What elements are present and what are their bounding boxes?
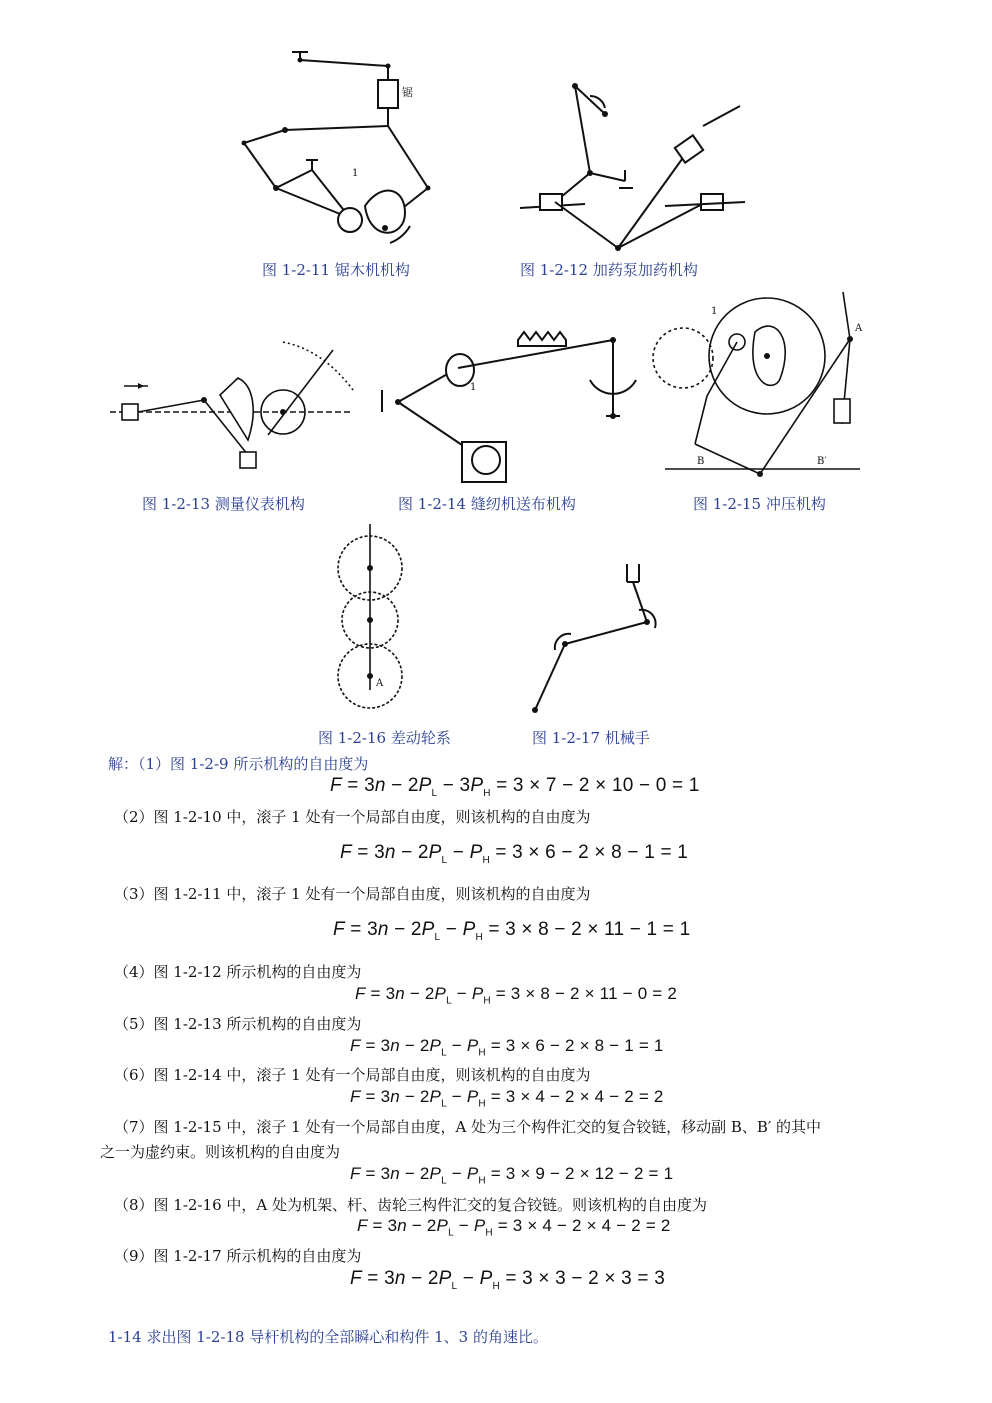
solution-item-2: （2）图 1-2-10 中，滚子 1 处有一个局部自由度，则该机构的自由度为	[114, 808, 591, 826]
formula-3-rhs: = 3 × 8 − 2 × 11 − 1 = 1	[488, 919, 691, 940]
roller-label: 1	[470, 382, 477, 393]
formula-9: $F = 3n - 2P_L - P_H = 3 \times 3 - 2 \times 3 = 3$	[350, 1268, 665, 1292]
caption-1-2-14: 图 1-2-14 缝纫机送布机构	[398, 495, 576, 513]
press-mechanism-diagram	[645, 284, 863, 484]
figure-1-2-16	[328, 518, 418, 718]
solution-item-6: （6）图 1-2-14 中，滚子 1 处有一个局部自由度，则该机构的自由度为	[114, 1066, 591, 1084]
caption-1-2-15: 图 1-2-15 冲压机构	[693, 495, 826, 513]
formula-2-rhs: = 3 × 6 − 2 × 8 − 1 = 1	[495, 842, 688, 863]
figure-1-2-15	[645, 284, 863, 484]
formula-2: $F = 3n - 2P_L - P_H = 3 \times 6 - 2 \times 8 - 1 = 1$	[340, 842, 688, 866]
formula-1: $F = 3n - 2P_L - 3P_H = 3 \times 7 - 2 \times 10 - 0 = 1$	[330, 775, 700, 799]
solution-item-8: （8）图 1-2-16 中，A 处为机架、杆、齿轮三构件汇交的复合铰链。则该机构的自由度为	[114, 1196, 707, 1214]
formula-8: $F = 3n - 2P_L - P_H = 3 \times 4 - 2 \times 4 - 2 = 2$	[357, 1216, 671, 1239]
slider-b-prime-label: B′	[817, 456, 827, 467]
solution-item-4: （4）图 1-2-12 所示机构的自由度为	[114, 963, 362, 981]
next-problem: 1-14 求出图 1-2-18 导杆机构的全部瞬心和构件 1、3 的角速比。	[108, 1328, 548, 1346]
solution-item-7-cont: 之一为虚约束。则该机构的自由度为	[100, 1143, 341, 1161]
saw-label: 锯	[402, 86, 413, 99]
caption-1-2-12: 图 1-2-12 加药泵加药机构	[520, 261, 698, 279]
figure-1-2-12	[515, 78, 755, 253]
differential-gear-train-diagram	[328, 518, 418, 718]
solution-item-9: （9）图 1-2-17 所示机构的自由度为	[114, 1247, 362, 1265]
sewing-feed-mechanism-diagram	[378, 320, 633, 490]
formula-5: $F = 3n - 2P_L - P_H = 3 \times 6 - 2 \times 8 - 1 = 1$	[350, 1036, 664, 1059]
dosing-pump-mechanism-diagram	[515, 78, 755, 253]
sawmill-mechanism-diagram	[230, 38, 450, 253]
manipulator-diagram	[515, 550, 675, 720]
formula-4: $F = 3n - 2P_L - P_H = 3 \times 8 - 2 \times 11 - 0 = 2$	[355, 984, 677, 1007]
formula-3: $F = 3n - 2P_L - P_H = 3 \times 8 - 2 \times 11 - 1 = 1$	[333, 919, 691, 943]
figure-1-2-13	[108, 330, 368, 490]
formula-6-rhs: = 3 × 4 − 2 × 4 − 2 = 2	[490, 1087, 664, 1106]
formula-8-rhs: = 3 × 4 − 2 × 4 − 2 = 2	[497, 1216, 671, 1235]
figure-1-2-17	[515, 550, 675, 720]
formula-6: $F = 3n - 2P_L - P_H = 3 \times 4 - 2 \times 4 - 2 = 2$	[350, 1087, 664, 1110]
formula-4-rhs: = 3 × 8 − 2 × 11 − 0 = 2	[495, 984, 677, 1003]
caption-1-2-16: 图 1-2-16 差动轮系	[318, 729, 451, 747]
joint-a-label: A	[376, 678, 384, 689]
formula-7-rhs: = 3 × 9 − 2 × 12 − 2 = 1	[490, 1164, 674, 1183]
solution-item-7: （7）图 1-2-15 中，滚子 1 处有一个局部自由度，A 处为三个构件汇交的复合铰链，移动副 B、B′ 的其中	[114, 1118, 822, 1136]
figure-1-2-14	[378, 320, 633, 490]
formula-7: $F = 3n - 2P_L - P_H = 3 \times 9 - 2 \times 12 - 2 = 1$	[350, 1164, 674, 1187]
joint-a-label: A	[855, 323, 863, 334]
solution-item-3: （3）图 1-2-11 中，滚子 1 处有一个局部自由度，则该机构的自由度为	[114, 885, 591, 903]
slider-b-label: B	[697, 456, 705, 467]
roller-label: 1	[711, 306, 718, 317]
figure-1-2-11	[230, 38, 450, 253]
solution-intro: 解：（1）图 1-2-9 所示机构的自由度为	[108, 755, 369, 773]
formula-1-rhs: = 3 × 7 − 2 × 10 − 0 = 1	[496, 775, 700, 796]
caption-1-2-11: 图 1-2-11 锯木机机构	[262, 261, 410, 279]
caption-1-2-13: 图 1-2-13 测量仪表机构	[142, 495, 305, 513]
roller-label: 1	[352, 168, 359, 179]
solution-item-5: （5）图 1-2-13 所示机构的自由度为	[114, 1015, 362, 1033]
formula-5-rhs: = 3 × 6 − 2 × 8 − 1 = 1	[490, 1036, 664, 1055]
formula-9-rhs: = 3 × 3 − 2 × 3 = 3	[505, 1268, 665, 1289]
measuring-instrument-mechanism-diagram	[108, 330, 368, 490]
caption-1-2-17: 图 1-2-17 机械手	[532, 729, 650, 747]
